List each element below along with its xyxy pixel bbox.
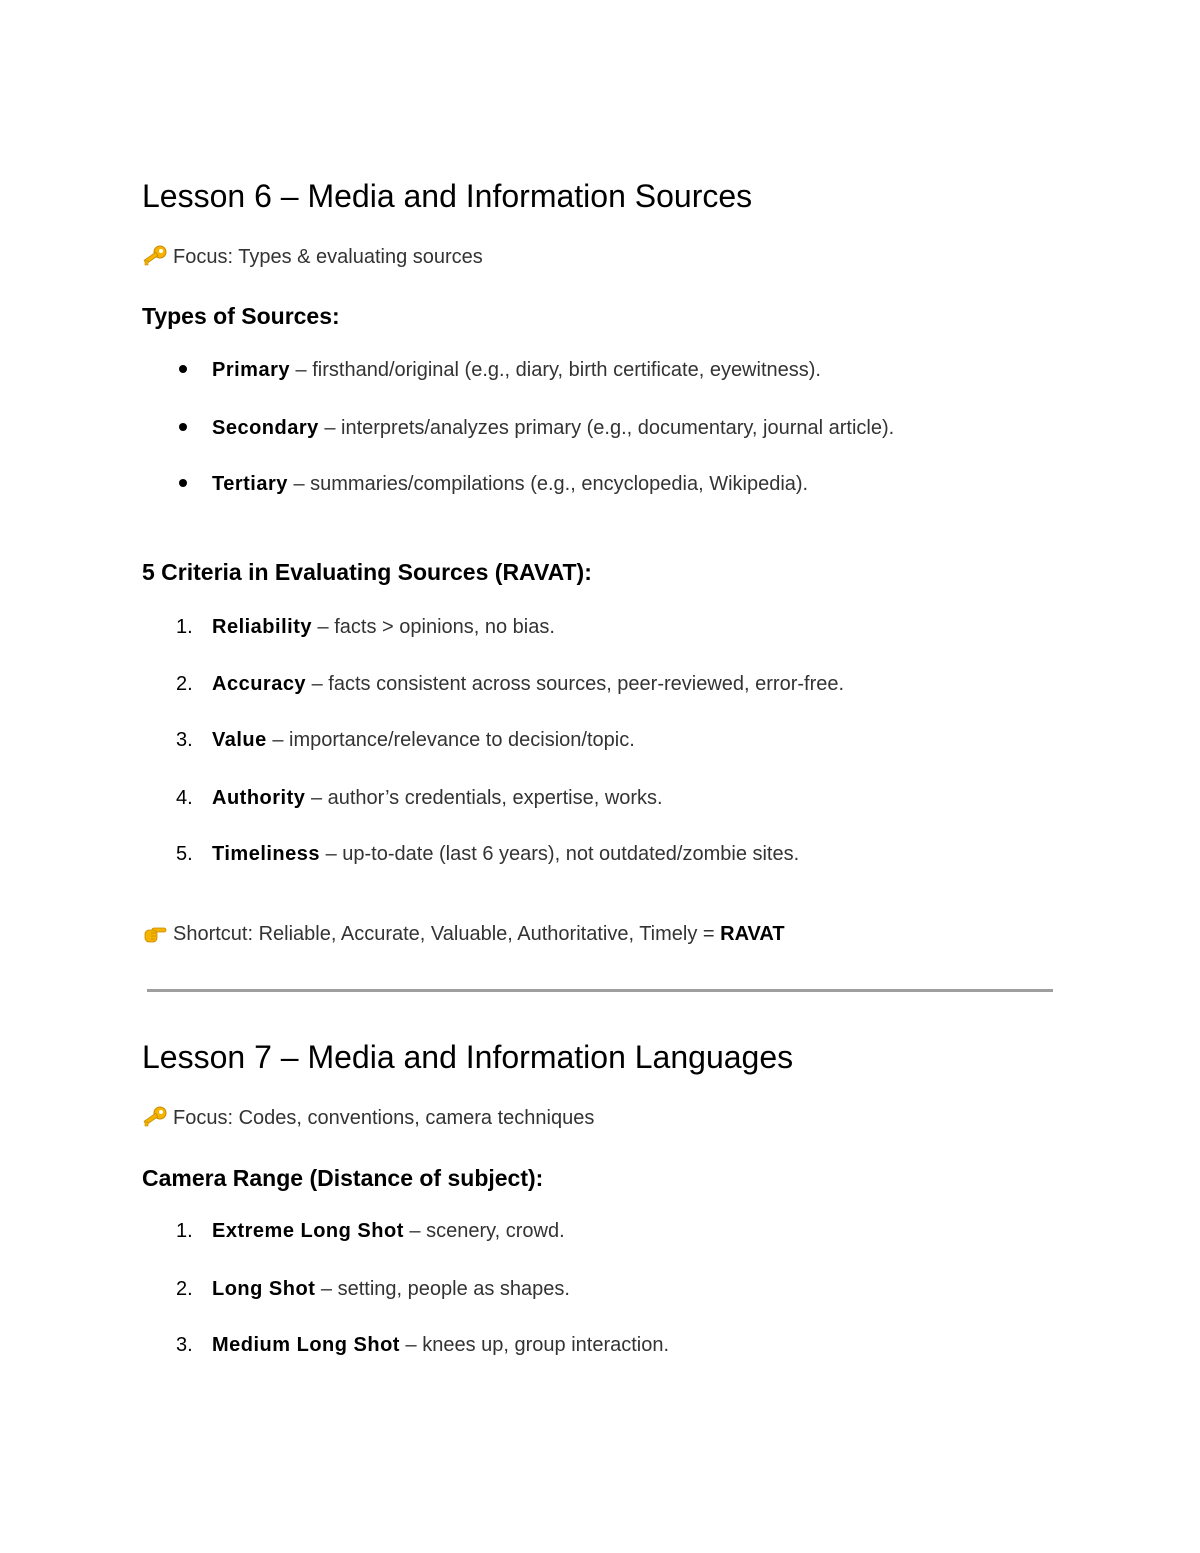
list-item-desc: – interprets/analyzes primary (e.g., documentary, journal article). [318, 417, 895, 439]
lesson-7-focus-text: Focus: Codes, conventions, camera techniques [173, 1107, 595, 1129]
shortcut-line [142, 921, 785, 947]
list-number: 2. [176, 673, 193, 695]
list-item-term: Medium Long Shot [212, 1334, 400, 1356]
shortcut-acronym: RAVAT [720, 923, 785, 945]
list-item [176, 415, 894, 441]
list-item-desc: – firsthand/original (e.g., diary, birth certificate, eyewitness). [290, 359, 821, 381]
list-item-term: Tertiary [212, 473, 288, 495]
types-of-sources-heading: Types of Sources: [142, 303, 340, 329]
list-item [176, 614, 555, 640]
list-item [176, 841, 799, 867]
list-item-term: Value [212, 729, 267, 751]
list-item [176, 1218, 565, 1244]
list-item-desc: – knees up, group interaction. [399, 1334, 670, 1356]
list-item-term: Primary [212, 359, 290, 381]
list-number: 5. [176, 843, 193, 865]
list-item [176, 357, 821, 383]
list-item [176, 727, 635, 753]
horizontal-divider [147, 989, 1053, 992]
list-item-term: Authority [212, 787, 306, 809]
list-item-term: Long Shot [212, 1278, 316, 1300]
list-item-term: Secondary [212, 417, 319, 439]
list-item-term: Extreme Long Shot [212, 1220, 404, 1242]
list-number: 3. [176, 1334, 193, 1356]
lesson-7-focus [142, 1105, 594, 1131]
list-number: 2. [176, 1278, 193, 1300]
list-item [176, 471, 808, 497]
list-item-term: Timeliness [212, 843, 321, 865]
list-number: 4. [176, 787, 193, 809]
list-item-desc: – setting, people as shapes. [315, 1278, 570, 1300]
list-item-desc: – facts consistent across sources, peer-reviewed, error-free. [306, 673, 845, 695]
list-item-desc: – importance/relevance to decision/topic. [266, 729, 635, 751]
list-item-desc: – summaries/compilations (e.g., encyclopedia, Wikipedia). [287, 473, 809, 495]
list-item [176, 1332, 669, 1358]
list-item-desc: – scenery, crowd. [403, 1220, 565, 1242]
camera-range-heading: Camera Range (Distance of subject): [142, 1165, 544, 1191]
list-number: 3. [176, 729, 193, 751]
bullet-icon [179, 423, 187, 431]
list-item-desc: – author’s credentials, expertise, works. [305, 787, 663, 809]
bullet-icon [179, 479, 187, 487]
key-icon [142, 1106, 168, 1128]
list-item-term: Reliability [212, 616, 312, 638]
lesson-6-focus [142, 244, 483, 270]
shortcut-text: Shortcut: Reliable, Accurate, Valuable, Authoritative, Timely = [173, 923, 721, 945]
list-number: 1. [176, 616, 193, 638]
lesson-6-focus-text: Focus: Types & evaluating sources [173, 246, 483, 268]
lesson-7-title: Lesson 7 – Media and Information Languages [142, 1039, 794, 1075]
key-icon [142, 245, 168, 267]
list-item [176, 785, 663, 811]
criteria-heading: 5 Criteria in Evaluating Sources (RAVAT): [142, 559, 592, 585]
pointing-hand-icon [142, 922, 168, 944]
list-number: 1. [176, 1220, 193, 1242]
bullet-icon [179, 365, 187, 373]
list-item-desc: – facts > opinions, no bias. [311, 616, 555, 638]
list-item-term: Accuracy [212, 673, 307, 695]
lesson-6-title: Lesson 6 – Media and Information Sources [142, 178, 753, 214]
list-item [176, 671, 844, 697]
list-item [176, 1276, 570, 1302]
list-item-desc: – up-to-date (last 6 years), not outdated/zombie sites. [320, 843, 800, 865]
